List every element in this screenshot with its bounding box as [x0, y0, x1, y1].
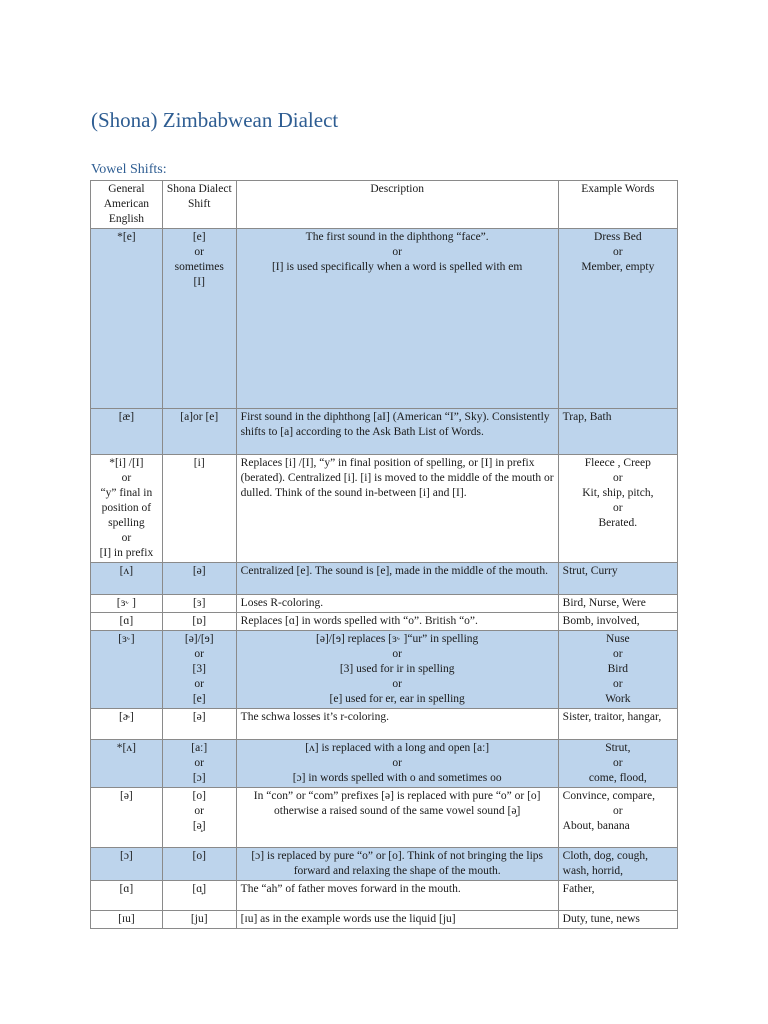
cell-line: Father,	[562, 883, 595, 895]
document-title: (Shona) Zimbabwean Dialect	[91, 108, 339, 132]
cell-line: Replaces [ɑ] in words spelled with “o”. British “o”.	[240, 615, 478, 627]
cell-description	[236, 409, 558, 455]
cell-line: Replaces [i] /[I], “y” in final position of spelling, or [I] in prefix (berated). Centralized [i]. [i] is moved to the middle of the mouth or dulled. Think of the sound in-between [i] and [I].	[240, 457, 554, 499]
cell-line: or	[194, 246, 205, 258]
cell-gae	[91, 911, 163, 929]
cell-gae	[91, 563, 163, 595]
cell-line: [ɜ˞]	[118, 633, 135, 645]
cell-line: *[i] /[I]	[109, 457, 144, 469]
cell-gae	[91, 613, 163, 631]
cell-line: or	[392, 246, 402, 258]
cell-examples	[558, 788, 677, 848]
cell-line: *[ʌ]	[116, 742, 136, 754]
cell-gae	[91, 595, 163, 613]
cell-description	[236, 613, 558, 631]
table-row	[91, 563, 678, 595]
cell-description	[236, 709, 558, 740]
cell-shift	[162, 911, 236, 929]
cell-line: [ɪu]	[118, 913, 135, 925]
header-general-american: General American English	[91, 181, 163, 229]
cell-line: First sound in the diphthong [aI] (American “I”, Sky). Consistently shifts to [a] according to the Ask Bath List of Words.	[240, 411, 550, 438]
cell-gae	[91, 848, 163, 881]
cell-line: Member, empty	[581, 261, 655, 273]
cell-line: Trap, Bath	[562, 411, 612, 423]
cell-gae	[91, 409, 163, 455]
cell-line: or	[613, 757, 623, 769]
cell-shift	[162, 631, 236, 709]
cell-line: [ə̝]	[192, 820, 206, 832]
cell-line: [ʌ]	[119, 565, 134, 577]
cell-description	[236, 631, 558, 709]
cell-description	[236, 848, 558, 881]
cell-shift	[162, 848, 236, 881]
cell-shift	[162, 613, 236, 631]
cell-line: or	[613, 502, 623, 514]
cell-line: [ʌ] is replaced with a long and open [aː]	[305, 742, 490, 754]
table-row	[91, 229, 678, 409]
cell-line: Dress Bed	[594, 231, 642, 243]
cell-line: In “con” or “com” prefixes [ə] is replaced with pure “o” or [o]	[253, 790, 541, 802]
cell-line: [ə]/[ɘ] replaces [ɜ˞ ]“ur” in spelling	[316, 633, 479, 645]
cell-examples	[558, 613, 677, 631]
cell-line: Centralized [e]. The sound is [e], made in the middle of the mouth.	[240, 565, 548, 577]
cell-line: [3]	[192, 663, 206, 675]
cell-line: “y” final in position of spelling	[100, 487, 153, 529]
cell-line: *[e]	[117, 231, 136, 243]
cell-line: [3] used for ir in spelling	[339, 663, 455, 675]
cell-gae	[91, 881, 163, 911]
cell-line: The schwa losses it’s r-coloring.	[240, 711, 389, 723]
cell-line: Loses R-coloring.	[240, 597, 324, 609]
table-header-row	[91, 181, 678, 229]
cell-line: [e]	[192, 231, 206, 243]
cell-description	[236, 229, 558, 409]
table-row	[91, 709, 678, 740]
cell-description	[236, 911, 558, 929]
cell-line: Nuse	[606, 633, 630, 645]
table-row	[91, 881, 678, 911]
cell-line: or	[121, 532, 132, 544]
table-row	[91, 409, 678, 455]
table-row	[91, 848, 678, 881]
cell-line: [ə]/[ɘ]	[184, 633, 214, 645]
cell-examples	[558, 848, 677, 881]
cell-line: [ə]	[120, 790, 133, 802]
cell-examples	[558, 911, 677, 929]
cell-line: Bird, Nurse, Were	[562, 597, 646, 609]
cell-line: [ə]	[192, 711, 206, 723]
cell-line: [ɑ̟]	[192, 883, 207, 895]
cell-examples	[558, 455, 677, 563]
cell-line: [ɚ]	[118, 711, 134, 723]
cell-description	[236, 563, 558, 595]
cell-line: Strut, Curry	[562, 565, 618, 577]
cell-line: or	[613, 648, 623, 660]
table-row	[91, 455, 678, 563]
table-row	[91, 613, 678, 631]
cell-line: [ə]	[192, 565, 206, 577]
cell-line: [ɑ]	[119, 615, 134, 627]
header-shona-shift: Shona Dialect Shift	[162, 181, 236, 229]
cell-shift	[162, 881, 236, 911]
cell-line: otherwise a raised sound of the same vowel sound [ə̝]	[274, 805, 521, 817]
cell-line: or	[392, 678, 402, 690]
table-row	[91, 911, 678, 929]
cell-line: [ɜ˞ ]	[116, 597, 136, 609]
cell-line: [ju]	[190, 913, 208, 925]
cell-line: [o]	[192, 790, 206, 802]
cell-examples	[558, 709, 677, 740]
cell-line: The first sound in the diphthong “face”.	[305, 231, 489, 243]
cell-line: [a]or [e]	[180, 411, 219, 423]
table-row	[91, 595, 678, 613]
cell-line: or	[392, 648, 402, 660]
cell-gae	[91, 631, 163, 709]
cell-examples	[558, 631, 677, 709]
cell-shift	[162, 595, 236, 613]
cell-examples	[558, 595, 677, 613]
cell-gae	[91, 229, 163, 409]
cell-line: Kit, ship, pitch,	[582, 487, 654, 499]
cell-line: or	[194, 757, 205, 769]
header-description: Description	[236, 181, 558, 229]
cell-line: [I] in prefix	[99, 547, 154, 559]
cell-line: Sister, traitor, hangar,	[562, 711, 662, 723]
cell-gae	[91, 788, 163, 848]
cell-line: or	[613, 805, 623, 817]
cell-line: Bomb, involved,	[562, 615, 640, 627]
cell-examples	[558, 563, 677, 595]
cell-line: or	[613, 246, 623, 258]
cell-line: sometimes	[174, 261, 224, 273]
cell-examples	[558, 881, 677, 911]
cell-shift	[162, 229, 236, 409]
cell-line: or	[613, 472, 623, 484]
cell-line: [aː]	[191, 742, 208, 754]
cell-line: [ɔ]	[120, 850, 133, 862]
cell-examples	[558, 740, 677, 788]
cell-line: [I] is used specifically when a word is spelled with em	[271, 261, 523, 273]
cell-description	[236, 881, 558, 911]
cell-gae	[91, 740, 163, 788]
cell-line: Fleece , Creep	[584, 457, 651, 469]
cell-line: or	[194, 805, 205, 817]
cell-line: Berated.	[598, 517, 638, 529]
cell-description	[236, 595, 558, 613]
cell-line: [ɔ] in words spelled with o and sometimes oo	[292, 772, 502, 784]
cell-line: [e] used for er, ear in spelling	[329, 693, 465, 705]
cell-examples	[558, 409, 677, 455]
cell-line: come, flood,	[588, 772, 647, 784]
cell-line: Bird	[607, 663, 629, 675]
cell-gae	[91, 455, 163, 563]
cell-line: Strut,	[605, 742, 631, 754]
cell-line: [ɔ] is replaced by pure “o” or [o]. Think of not bringing the lips forward and relaxing the shape of the mouth.	[251, 850, 544, 877]
cell-shift	[162, 788, 236, 848]
cell-line: Convince, compare,	[562, 790, 655, 802]
cell-line: Cloth, dog, cough,	[562, 850, 648, 862]
cell-shift	[162, 563, 236, 595]
table-row	[91, 631, 678, 709]
cell-line: [ɒ]	[192, 615, 207, 627]
cell-gae	[91, 709, 163, 740]
cell-line: [ɪu] as in the example words use the liquid [ju]	[240, 913, 456, 925]
cell-line: [I]	[193, 276, 205, 288]
table-row	[91, 788, 678, 848]
cell-line: [o]	[192, 850, 206, 862]
cell-line: Duty, tune, news	[562, 913, 640, 925]
cell-shift	[162, 709, 236, 740]
cell-shift	[162, 740, 236, 788]
cell-line: The “ah” of father moves forward in the mouth.	[240, 883, 461, 895]
cell-description	[236, 740, 558, 788]
cell-shift	[162, 455, 236, 563]
cell-examples	[558, 229, 677, 409]
cell-description	[236, 788, 558, 848]
cell-line: [æ]	[118, 411, 135, 423]
cell-description	[236, 455, 558, 563]
cell-line: or	[194, 678, 205, 690]
cell-line: Work	[605, 693, 631, 705]
cell-line: or	[121, 472, 132, 484]
cell-line: wash, horrid,	[562, 865, 624, 877]
header-example-words: Example Words	[558, 181, 677, 229]
cell-line: [e]	[192, 693, 206, 705]
cell-line: [ɑ]	[119, 883, 134, 895]
vowel-shifts-table	[90, 180, 678, 929]
cell-line: or	[613, 678, 623, 690]
cell-shift	[162, 409, 236, 455]
cell-line: [i]	[193, 457, 205, 469]
section-subtitle: Vowel Shifts:	[91, 162, 167, 177]
cell-line: About, banana	[562, 820, 630, 832]
table-row	[91, 740, 678, 788]
cell-line: or	[392, 757, 402, 769]
cell-line: [ɔ]	[192, 772, 206, 784]
cell-line: [ɜ]	[192, 597, 206, 609]
cell-line: or	[194, 648, 205, 660]
